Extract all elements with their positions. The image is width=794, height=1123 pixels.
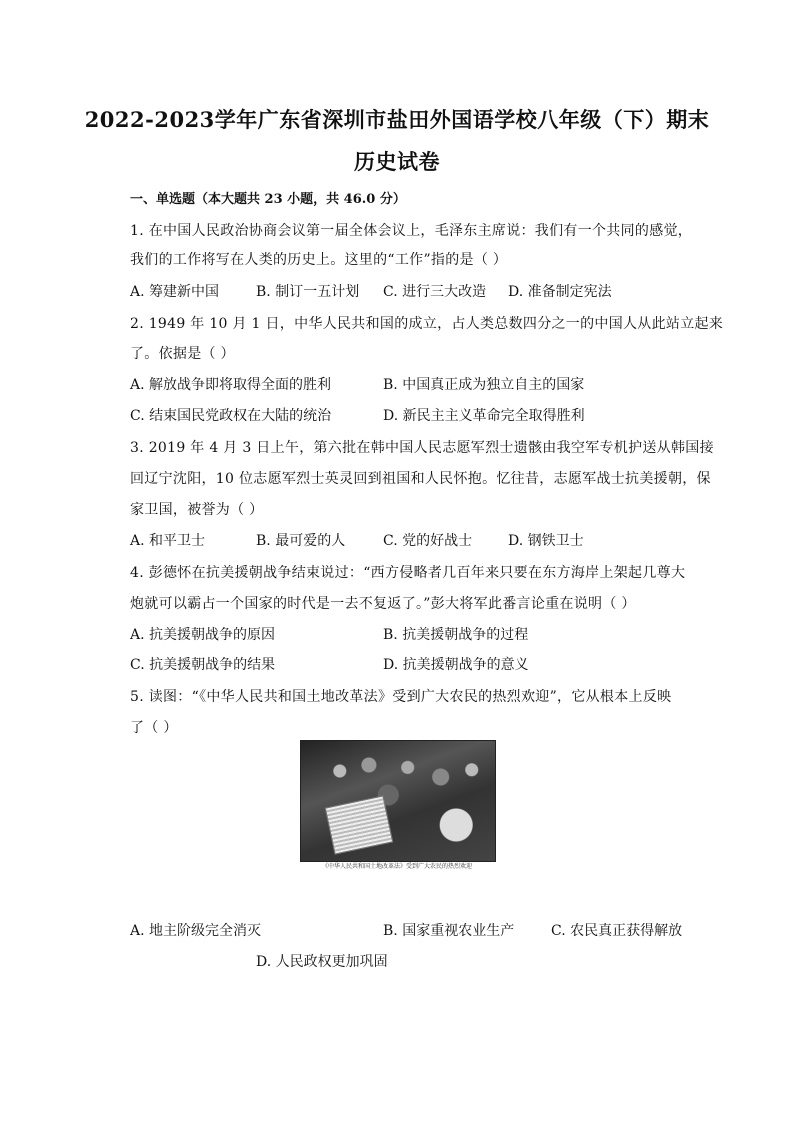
question-5-option-a[interactable]: A. 地主阶级完全消灭	[130, 923, 262, 939]
question-5-option-c[interactable]: C. 农民真正获得解放	[551, 923, 683, 939]
question-3-line-2: 回辽宁沈阳，10 位志愿军烈士英灵回到祖国和人民怀抱。忆往昔，志愿军战士抗美援朝，保	[130, 471, 711, 487]
question-2-option-b[interactable]: B. 中国真正成为独立自主的国家	[383, 377, 585, 393]
figure-caption: 《中华人民共和国土地改革法》受到广大农民的热烈欢迎	[321, 863, 472, 870]
question-3-option-b[interactable]: B. 最可爱的人	[256, 533, 346, 549]
question-4-option-b[interactable]: B. 抗美援朝战争的过程	[383, 627, 529, 643]
question-1-option-a[interactable]: A. 筹建新中国	[130, 284, 220, 300]
question-4-option-c[interactable]: C. 抗美援朝战争的结果	[130, 657, 276, 673]
exam-title-line2: 历史试卷	[354, 149, 440, 174]
question-2-option-a[interactable]: A. 解放战争即将取得全面的胜利	[130, 377, 332, 393]
section-heading: 一、单选题（本大题共 23 小题，共 46.0 分）	[130, 192, 406, 207]
question-3-line-3: 家卫国，被誉为（ ）	[130, 502, 264, 518]
question-1-option-c[interactable]: C. 进行三大改造	[383, 284, 487, 300]
question-1-line-1: 1. 在中国人民政治协商会议第一届全体会议上，毛泽东主席说：我们有一个共同的感觉，	[130, 223, 693, 239]
question-4-line-1: 4. 彭德怀在抗美援朝战争结束说过：“西方侵略者几百年来只要在东方海岸上架起几尊大	[130, 565, 686, 581]
question-5-option-d[interactable]: D. 人民政权更加巩固	[256, 954, 388, 970]
question-1-line-2: 我们的工作将写在人类的历史上。这里的“工作”指的是（ ）	[130, 252, 508, 268]
question-5-line-2: 了（ ）	[130, 720, 178, 736]
question-2-option-d[interactable]: D. 新民主主义革命完全取得胜利	[383, 408, 585, 424]
question-3-option-d[interactable]: D. 钢铁卫士	[508, 533, 584, 549]
exam-title-line1: 2022-2023学年广东省深圳市盐田外国语学校八年级（下）期末	[84, 107, 710, 132]
question-5-line-1: 5. 读图：“《中华人民共和国土地改革法》受到广大农民的热烈欢迎”，它从根本上反映	[130, 689, 672, 705]
question-2-line-1: 2. 1949 年 10 月 1 日，中华人民共和国的成立，占人类总数四分之一的中国人从此站立起来	[130, 316, 724, 332]
question-5-option-b[interactable]: B. 国家重视农业生产	[383, 923, 515, 939]
question-3-line-1: 3. 2019 年 4 月 3 日上午，第六批在韩中国人民志愿军烈士遗骸由我空军专机护送从韩国接	[130, 440, 714, 456]
land-reform-photo	[300, 740, 496, 862]
question-3-option-a[interactable]: A. 和平卫士	[130, 533, 206, 549]
newspaper-image	[325, 795, 394, 854]
question-2-option-c[interactable]: C. 结束国民党政权在大陆的统治	[130, 408, 332, 424]
question-1-option-d[interactable]: D. 准备制定宪法	[508, 284, 612, 300]
question-3-option-c[interactable]: C. 党的好战士	[383, 533, 473, 549]
question-4-option-a[interactable]: A. 抗美援朝战争的原因	[130, 627, 276, 643]
land-reform-photo-figure	[300, 740, 494, 868]
question-4-line-2: 炮就可以霸占一个国家的时代是一去不复返了。”彭大将军此番言论重在说明（ ）	[130, 596, 636, 612]
question-1-option-b[interactable]: B. 制订一五计划	[256, 284, 360, 300]
question-4-option-d[interactable]: D. 抗美援朝战争的意义	[383, 657, 529, 673]
question-2-line-2: 了。依据是（ ）	[130, 346, 235, 362]
